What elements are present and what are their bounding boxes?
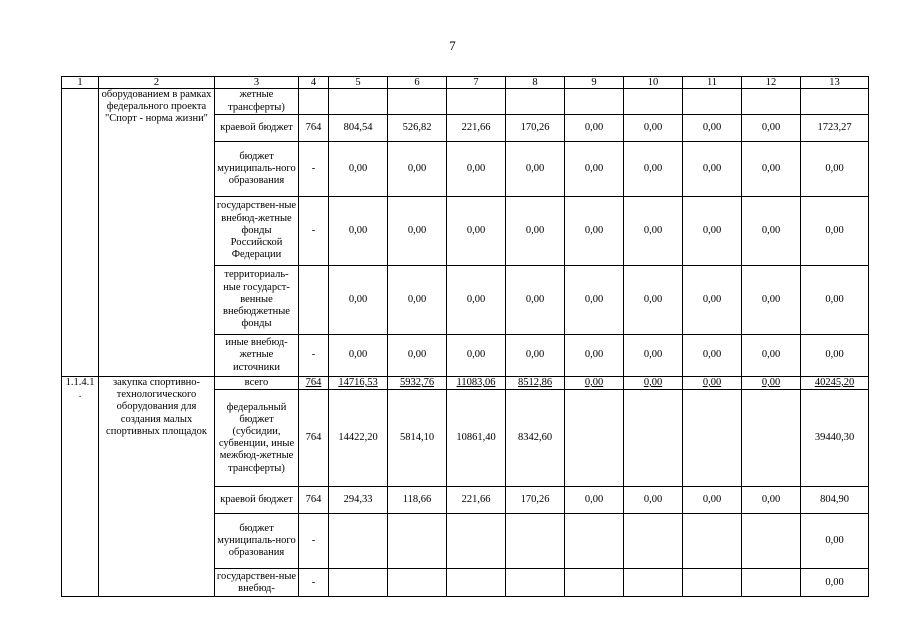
value-cell — [565, 514, 624, 569]
value-cell — [388, 569, 447, 597]
value-cell: 0,00 — [506, 197, 565, 266]
value-cell: 0,00 — [565, 266, 624, 335]
value-cell: 764 — [299, 115, 329, 142]
value-cell: 0,00 — [447, 142, 506, 197]
source-cell: всего — [215, 377, 299, 390]
value-cell: 764 — [299, 377, 329, 390]
item-name: закупка спортивно-технологического оборудования для создания малых спортивных площадок — [99, 377, 215, 597]
value-cell — [299, 266, 329, 335]
value-cell: 8512,86 — [506, 377, 565, 390]
value-cell — [329, 89, 388, 115]
value-cell: 0,00 — [742, 487, 801, 514]
value-cell: 0,00 — [506, 142, 565, 197]
value-cell: 39440,30 — [801, 390, 869, 487]
value-cell: 0,00 — [565, 115, 624, 142]
value-cell — [506, 569, 565, 597]
value-cell: 221,66 — [447, 487, 506, 514]
value-cell: - — [299, 514, 329, 569]
value-cell — [742, 390, 801, 487]
value-cell — [329, 514, 388, 569]
column-number: 1 — [62, 77, 99, 89]
value-cell — [329, 569, 388, 597]
value-cell — [683, 514, 742, 569]
value-cell: 5932,76 — [388, 377, 447, 390]
value-cell: 0,00 — [388, 197, 447, 266]
value-cell — [683, 569, 742, 597]
value-cell: 0,00 — [624, 197, 683, 266]
value-cell: 14716,53 — [329, 377, 388, 390]
value-cell — [624, 89, 683, 115]
column-number: 2 — [99, 77, 215, 89]
value-cell — [565, 569, 624, 597]
value-cell — [683, 390, 742, 487]
value-cell: 0,00 — [565, 142, 624, 197]
column-number: 10 — [624, 77, 683, 89]
value-cell: 0,00 — [683, 197, 742, 266]
column-number: 11 — [683, 77, 742, 89]
value-cell — [624, 390, 683, 487]
value-cell: 0,00 — [506, 266, 565, 335]
value-cell: 0,00 — [801, 569, 869, 597]
value-cell: 14422,20 — [329, 390, 388, 487]
column-number: 6 — [388, 77, 447, 89]
column-number: 4 — [299, 77, 329, 89]
value-cell: 0,00 — [565, 377, 624, 390]
value-cell — [624, 514, 683, 569]
value-cell: 764 — [299, 390, 329, 487]
value-cell: 0,00 — [506, 335, 565, 377]
value-cell: 8342,60 — [506, 390, 565, 487]
value-cell: 40245,20 — [801, 377, 869, 390]
value-cell: 0,00 — [801, 335, 869, 377]
source-cell: территориаль-ные государст-венные внебюджетные фонды — [215, 266, 299, 335]
value-cell: 0,00 — [801, 266, 869, 335]
value-cell: 804,90 — [801, 487, 869, 514]
value-cell: 804,54 — [329, 115, 388, 142]
column-number: 8 — [506, 77, 565, 89]
value-cell: 0,00 — [447, 197, 506, 266]
value-cell: 0,00 — [329, 197, 388, 266]
value-cell: 0,00 — [683, 266, 742, 335]
source-cell: федеральный бюджет (субсидии, субвенции, иные межбюд-жетные трансферты) — [215, 390, 299, 487]
value-cell: 0,00 — [742, 197, 801, 266]
source-cell: краевой бюджет — [215, 487, 299, 514]
value-cell — [742, 569, 801, 597]
source-cell: бюджет муниципаль-ного образования — [215, 142, 299, 197]
value-cell: 0,00 — [624, 266, 683, 335]
source-cell: жетные трансферты) — [215, 89, 299, 115]
value-cell: 11083,06 — [447, 377, 506, 390]
value-cell: 526,82 — [388, 115, 447, 142]
value-cell: 0,00 — [683, 487, 742, 514]
value-cell: 0,00 — [329, 266, 388, 335]
item-code — [62, 89, 99, 377]
column-number: 9 — [565, 77, 624, 89]
value-cell: 0,00 — [683, 142, 742, 197]
value-cell: 0,00 — [742, 335, 801, 377]
value-cell: 0,00 — [624, 377, 683, 390]
column-number-row — [62, 77, 869, 89]
value-cell: 0,00 — [624, 487, 683, 514]
value-cell: 5814,10 — [388, 390, 447, 487]
value-cell: 0,00 — [388, 335, 447, 377]
source-cell: иные внебюд-жетные источники — [215, 335, 299, 377]
value-cell: 0,00 — [742, 115, 801, 142]
value-cell: 1723,27 — [801, 115, 869, 142]
column-number: 7 — [447, 77, 506, 89]
value-cell — [565, 89, 624, 115]
table-row — [62, 377, 869, 390]
value-cell: - — [299, 197, 329, 266]
item-code: 1.1.4.1 . — [62, 377, 99, 597]
source-cell: бюджет муниципаль-ного образования — [215, 514, 299, 569]
value-cell — [683, 89, 742, 115]
value-cell: 0,00 — [683, 377, 742, 390]
value-cell: 0,00 — [565, 487, 624, 514]
source-cell: государствен-ные внебюд-жетные фонды Российской Федерации — [215, 197, 299, 266]
value-cell: 0,00 — [742, 266, 801, 335]
source-cell: государствен-ные внебюд- — [215, 569, 299, 597]
value-cell — [801, 89, 869, 115]
value-cell — [299, 89, 329, 115]
value-cell: 0,00 — [801, 197, 869, 266]
value-cell: - — [299, 142, 329, 197]
value-cell: 0,00 — [742, 377, 801, 390]
column-number: 13 — [801, 77, 869, 89]
value-cell: 0,00 — [388, 142, 447, 197]
value-cell — [388, 514, 447, 569]
value-cell: 0,00 — [801, 142, 869, 197]
value-cell: 0,00 — [565, 335, 624, 377]
value-cell: 170,26 — [506, 487, 565, 514]
value-cell — [742, 514, 801, 569]
table-row — [62, 89, 869, 115]
value-cell: 170,26 — [506, 115, 565, 142]
value-cell — [506, 89, 565, 115]
value-cell: - — [299, 335, 329, 377]
value-cell: 0,00 — [565, 197, 624, 266]
value-cell: 0,00 — [801, 514, 869, 569]
value-cell — [742, 89, 801, 115]
budget-table — [61, 76, 869, 597]
value-cell: 764 — [299, 487, 329, 514]
value-cell — [447, 89, 506, 115]
value-cell: 0,00 — [683, 115, 742, 142]
source-cell: краевой бюджет — [215, 115, 299, 142]
value-cell: 0,00 — [447, 335, 506, 377]
value-cell: 0,00 — [624, 142, 683, 197]
value-cell: 0,00 — [742, 142, 801, 197]
value-cell — [565, 390, 624, 487]
value-cell: 0,00 — [329, 142, 388, 197]
value-cell: 0,00 — [624, 115, 683, 142]
value-cell: 0,00 — [388, 266, 447, 335]
value-cell — [506, 514, 565, 569]
value-cell — [624, 569, 683, 597]
value-cell: 0,00 — [447, 266, 506, 335]
value-cell — [447, 514, 506, 569]
value-cell: 0,00 — [683, 335, 742, 377]
value-cell — [447, 569, 506, 597]
value-cell: 0,00 — [329, 335, 388, 377]
column-number: 12 — [742, 77, 801, 89]
value-cell: 294,33 — [329, 487, 388, 514]
value-cell: 10861,40 — [447, 390, 506, 487]
column-number: 5 — [329, 77, 388, 89]
value-cell: 221,66 — [447, 115, 506, 142]
item-name: оборудованием в рамках федерального проекта "Спорт - норма жизни" — [99, 89, 215, 377]
value-cell: 118,66 — [388, 487, 447, 514]
value-cell: 0,00 — [624, 335, 683, 377]
value-cell: - — [299, 569, 329, 597]
value-cell — [388, 89, 447, 115]
column-number: 3 — [215, 77, 299, 89]
page-number: 7 — [449, 38, 456, 53]
